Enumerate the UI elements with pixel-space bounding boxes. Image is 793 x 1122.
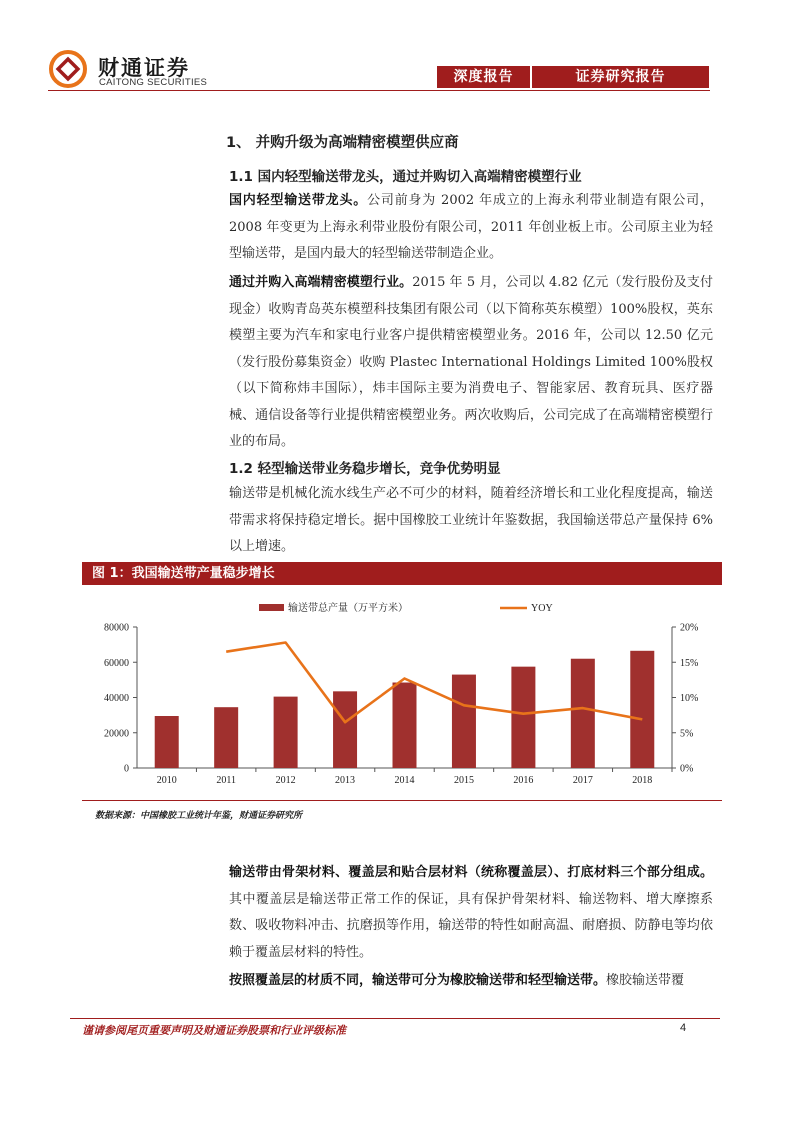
left-axis-tick-label: 40000 [104, 693, 129, 704]
paragraph-4 [229, 860, 713, 966]
header-divider [48, 90, 710, 91]
left-axis-tick-label: 80000 [104, 622, 129, 634]
left-axis-tick-label: 20000 [104, 728, 129, 740]
paragraph-3: 输送带是机械化流水线生产必不可少的材料，随着经济增长和工业化程度提高，输送带需求将保持稳定增长。据中国橡胶工业统计年鉴数据，我国输送带总产量保持 6%以上增速。 [229, 486, 713, 554]
x-axis-tick-label: 2017 [572, 775, 593, 786]
left-axis-tick-label: 60000 [104, 657, 129, 669]
footer-divider [70, 1018, 720, 1019]
bar-2012 [274, 697, 298, 768]
x-axis-tick-label: 2010 [156, 775, 177, 786]
x-axis-tick-label: 2016 [513, 775, 534, 786]
section-heading: 1、 并购升级为高端精密模塑供应商 [226, 135, 459, 151]
report-type-bar [437, 66, 709, 88]
x-axis-tick-label: 2014 [394, 775, 415, 786]
paragraph-2 [229, 270, 713, 456]
left-axis-tick-label: 0 [124, 763, 129, 775]
bar-2017 [571, 659, 595, 768]
right-axis-tick-label: 0% [680, 763, 694, 775]
x-axis-tick-label: 2018 [632, 775, 653, 786]
legend-bar-swatch [259, 604, 284, 611]
paragraph-2-text: 2015 年 5 月，公司以 4.82 亿元（发行股份及支付现金）收购青岛英东模塑科技集团有限公司（以下简称英东模塑）100%股权，英东模塑主要为汽车和家电行业客户提供精密模塑业务。2016 年，公司以 12.50 亿元（发行股份募集资金）收购 Plastec International Holdings Limited 100%股权（以下简称炜丰国际），炜丰国际主要为消费电子、智能家居、教育玩具、医疗器械、通信设备等行业提供精密模塑业务。两次收购后，公司完成了在高端精密模塑行业的布局。 [229, 275, 713, 449]
report-tag-research: 证券研究报告 [575, 69, 666, 85]
company-logo [48, 50, 228, 90]
logo-coin-icon [48, 50, 88, 88]
x-axis-tick-label: 2012 [275, 775, 296, 786]
bar-2015 [452, 675, 476, 768]
x-axis-tick-label: 2011 [216, 775, 236, 786]
bar-2018 [630, 651, 654, 768]
bar-2014 [393, 683, 417, 768]
paragraph-4-lead: 输送带由骨架材料、覆盖层和贴合层材料（统称覆盖层）、打底材料三个部分组成。 [229, 865, 713, 880]
figure-source: 数据来源：中国橡胶工业统计年鉴，财通证券研究所 [95, 811, 303, 821]
figure-title: 图 1：我国输送带产量稳步增长 [92, 566, 275, 581]
right-axis-tick-label: 5% [680, 728, 694, 740]
bar-2013 [333, 691, 357, 768]
paragraph-5-lead: 按照覆盖层的材质不同，输送带可分为橡胶输送带和轻型输送带。 [229, 973, 607, 988]
bar-2010 [155, 716, 179, 768]
subsection-heading-1-2: 1.2 轻型输送带业务稳步增长，竞争优势明显 [229, 461, 501, 477]
figure-source-divider [82, 800, 722, 801]
paragraph-5 [229, 968, 713, 995]
legend-bar-label: 输送带总产量（万平方米） [288, 603, 408, 614]
report-tag-depth: 深度报告 [453, 69, 514, 85]
legend-line-label: YOY [531, 603, 553, 614]
logo-english-name: CAITONG SECURITIES [99, 77, 208, 88]
paragraph-4-text: 其中覆盖层是输送带正常工作的保证，具有保护骨架材料、输送物料、增大摩擦系数、吸收物料冲击、抗磨损等作用，输送带的特性如耐高温、耐磨损、防静电等均依赖于覆盖层材料的特性。 [229, 891, 713, 960]
paragraph-2-lead: 通过并购入高端精密模塑行业。 [229, 275, 413, 290]
x-axis-tick-label: 2013 [335, 775, 356, 786]
subsection-heading-1-1: 1.1 国内轻型输送带龙头，通过并购切入高端精密模塑行业 [229, 169, 582, 185]
right-axis-tick-label: 10% [680, 693, 699, 704]
logo-chinese-name: 财通证券 [98, 56, 190, 80]
page-number: 4 [680, 1022, 687, 1034]
paragraph-5-text: 橡胶输送带覆 [606, 973, 685, 988]
paragraph-1-lead: 国内轻型输送带龙头。 [229, 193, 368, 208]
production-chart [82, 588, 722, 793]
figure-title-bar [82, 562, 722, 585]
bar-2016 [511, 667, 535, 768]
right-axis-tick-label: 20% [680, 622, 699, 634]
bar-2011 [214, 707, 238, 768]
right-axis-tick-label: 15% [680, 657, 699, 669]
x-axis-tick-label: 2015 [453, 775, 474, 786]
paragraph-1-text: 公司前身为 2002 年成立的上海永利带业制造有限公司，2008 年变更为上海永利带业股份有限公司，2011 年创业板上市。公司原主业为轻型输送带，是国内最大的轻型输送带制造企业。 [229, 193, 713, 261]
paragraph-1 [229, 188, 713, 268]
footer-disclaimer: 谨请参阅尾页重要声明及财通证券股票和行业评级标准 [82, 1024, 346, 1037]
